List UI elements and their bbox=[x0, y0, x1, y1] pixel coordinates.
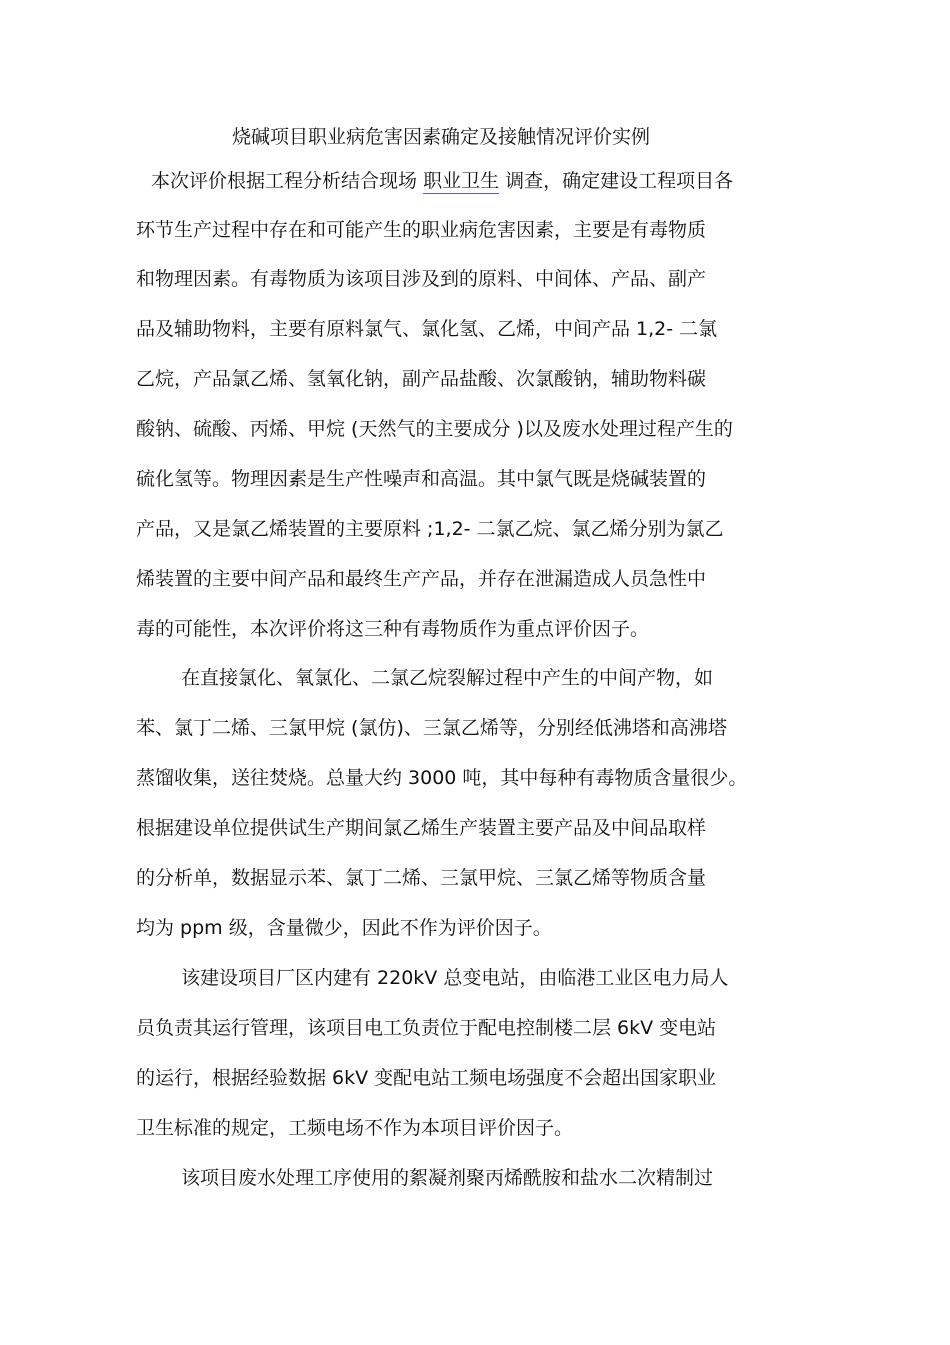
paragraph-line bbox=[136, 466, 706, 492]
text-segment: 的分析单，数据显示苯、氯丁二烯、三氯甲烷、三氯乙烯等物质含量 bbox=[136, 867, 707, 889]
paragraph-line bbox=[151, 168, 733, 194]
text-segment: 环节生产过程中存在和可能产生的职业病危害因素，主要是有毒物质 bbox=[136, 219, 707, 241]
text-segment: 该项目废水处理工序使用的絮凝剂聚丙烯酰胺和盐水二次精制过 bbox=[181, 1167, 714, 1189]
text-segment: 硫化氢等。物理因素是生产性噪声和高温。其中氯气既是烧碱装置的 bbox=[136, 468, 707, 490]
text-segment: 该建设项目厂区内建有 220kV 总变电站，由临港工业区电力局人 bbox=[181, 967, 729, 989]
text-segment: 在直接氯化、氧氯化、二氯乙烷裂解过程中产生的中间产物，如 bbox=[181, 667, 714, 689]
paragraph-line bbox=[136, 715, 727, 741]
paragraph-line bbox=[136, 616, 649, 642]
keyword-link[interactable]: 职业卫生 bbox=[423, 170, 500, 192]
paragraph-line bbox=[136, 217, 706, 243]
paragraph-line bbox=[136, 865, 706, 891]
paragraph-line bbox=[136, 316, 717, 342]
text-segment: 的运行，根据经验数据 6kV 变配电站工频电场强度不会超出国家职业 bbox=[136, 1067, 717, 1089]
paragraph-line bbox=[136, 815, 706, 841]
text-segment: 烯装置的主要中间产品和最终生产产品，并存在泄漏造成人员急性中 bbox=[136, 568, 707, 590]
paragraph-line bbox=[181, 965, 728, 991]
text-segment: 酸钠、硫酸、丙烯、甲烷 (天然气的主要成分 )以及废水处理过程产生的 bbox=[136, 418, 733, 440]
text-segment: 产品，又是氯乙烯装置的主要原料 ;1,2- 二氯乙烷、氯乙烯分别为氯乙 bbox=[136, 518, 724, 540]
paragraph-line bbox=[136, 566, 706, 592]
text-segment: 苯、氯丁二烯、三氯甲烷 (氯仿)、三氯乙烯等，分别经低沸塔和高沸塔 bbox=[136, 717, 727, 739]
document-title: 烧碱项目职业病危害因素确定及接触情况评价实例 bbox=[232, 126, 651, 148]
text-segment: 蒸馏收集，送往焚烧。总量大约 3000 吨，其中每种有毒物质含量很少。 bbox=[136, 767, 748, 789]
paragraph-line bbox=[136, 1115, 573, 1141]
paragraph-line bbox=[136, 266, 706, 292]
paragraph-line bbox=[181, 665, 713, 691]
text-segment: 毒的可能性，本次评价将这三种有毒物质作为重点评价因子。 bbox=[136, 618, 650, 640]
paragraph-line bbox=[136, 516, 724, 542]
text-segment: 均为 ppm 级，含量微少，因此不作为评价因子。 bbox=[136, 917, 552, 939]
text-segment: 乙烷，产品氯乙烯、氢氧化钠，副产品盐酸、次氯酸钠，辅助物料碳 bbox=[136, 368, 707, 390]
text-segment: 根据建设单位提供试生产期间氯乙烯生产装置主要产品及中间品取样 bbox=[136, 817, 707, 839]
text-segment: 和物理因素。有毒物质为该项目涉及到的原料、中间体、产品、副产 bbox=[136, 268, 707, 290]
text-segment: 品及辅助物料，主要有原料氯气、氯化氢、乙烯，中间产品 1,2- 二氯 bbox=[136, 318, 718, 340]
text-segment: 卫生标准的规定，工频电场不作为本项目评价因子。 bbox=[136, 1117, 574, 1139]
paragraph-line bbox=[136, 366, 706, 392]
text-segment: 调查，确定建设工程项目各 bbox=[499, 170, 734, 192]
paragraph-line bbox=[136, 915, 552, 941]
text-segment: 员负责其运行管理，该项目电工负责位于配电控制楼二层 6kV 变电站 bbox=[136, 1017, 717, 1039]
paragraph-line bbox=[136, 416, 733, 442]
paragraph-line bbox=[136, 765, 747, 791]
paragraph-line bbox=[136, 1015, 716, 1041]
paragraph-line bbox=[136, 1065, 716, 1091]
paragraph-line bbox=[181, 1165, 713, 1191]
text-segment: 本次评价根据工程分析结合现场 bbox=[151, 170, 418, 192]
